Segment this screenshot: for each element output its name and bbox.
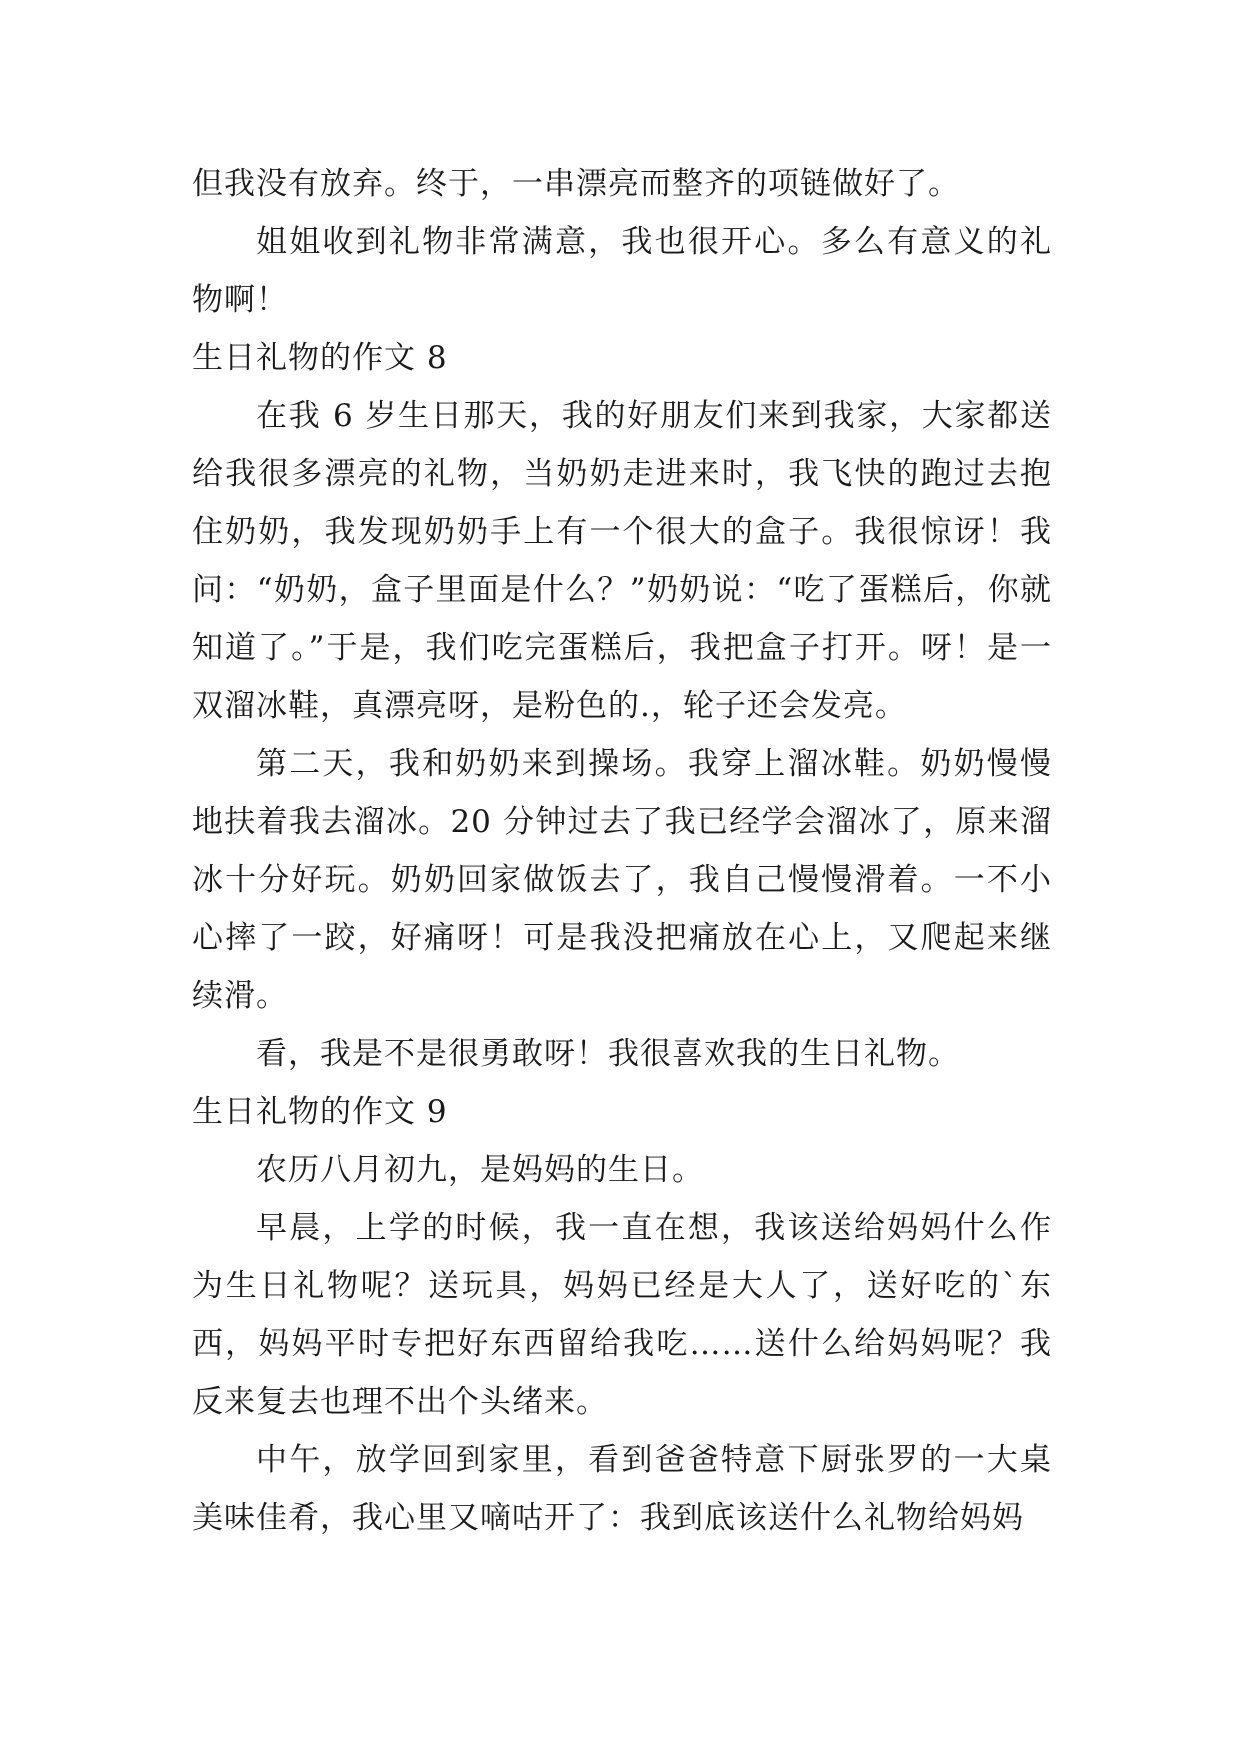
paragraph: 看，我是不是很勇敢呀！我很喜欢我的生日礼物。 (256, 1036, 960, 1072)
paragraph: 但我没有放弃。终于，一串漂亮而整齐的项链做好了。 (192, 166, 960, 202)
paragraph: 在我 6 岁生日那天，我的好朋友们来到我家，大家都送给我很多漂亮的礼物，当奶奶走进来时，我飞快的跑过去抱住奶奶，我发现奶奶手上有一个很大的盒子。我很惊讶！我问：“奶奶，盒子里面是什么？”奶奶说：“吃了蛋糕后，你就知道了。”于是，我们吃完蛋糕后，我把盒子打开。呀！是一双溜冰鞋，真漂亮呀，是粉色的.，轮子还会发亮。 (192, 398, 1052, 724)
section-heading: 生日礼物的作文 9 (192, 1094, 448, 1130)
section-heading: 生日礼物的作文 8 (192, 340, 448, 376)
paragraph: 姐姐收到礼物非常满意，我也很开心。多么有意义的礼物啊！ (192, 224, 1052, 318)
paragraph: 早晨，上学的时候，我一直在想，我该送给妈妈什么作为生日礼物呢？送玩具，妈妈已经是大人了，送好吃的`东西，妈妈平时专把好东西留给我吃……送什么给妈妈呢？我反来复去也理不出个头绪来。 (192, 1210, 1052, 1420)
paragraph: 中午，放学回到家里，看到爸爸特意下厨张罗的一大桌美味佳肴，我心里又嘀咕开了：我到底该送什么礼物给妈妈 (192, 1442, 1052, 1536)
paragraph: 第二天，我和奶奶来到操场。我穿上溜冰鞋。奶奶慢慢地扶着我去溜冰。20 分钟过去了我已经学会溜冰了，原来溜冰十分好玩。奶奶回家做饭去了，我自己慢慢滑着。一不小心摔了一跤，好痛呀！可是我没把痛放在心上，又爬起来继续滑。 (192, 746, 1052, 1014)
paragraph: 农历八月初九，是妈妈的生日。 (256, 1152, 704, 1188)
document-body (192, 155, 1052, 1547)
